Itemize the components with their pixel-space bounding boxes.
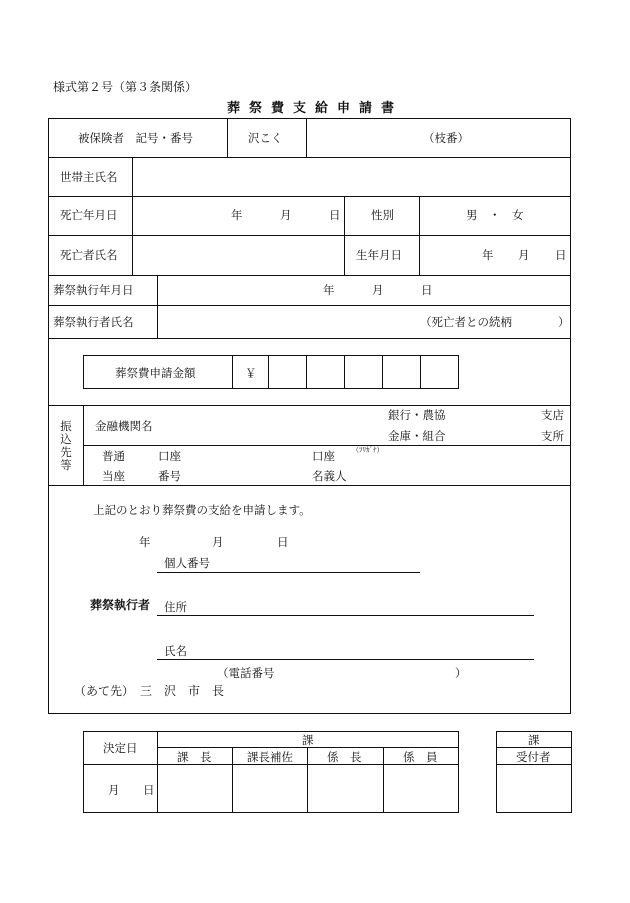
decision-day[interactable]: 日 xyxy=(143,783,155,797)
sex-options[interactable]: 男 ・ 女 xyxy=(466,208,524,222)
household-head-label: 世帯主氏名 xyxy=(60,170,118,184)
cell-divider xyxy=(227,118,228,157)
birth-date-label: 生年月日 xyxy=(356,248,402,262)
amount-digit-3[interactable] xyxy=(345,356,382,388)
birth-year[interactable]: 年 xyxy=(482,248,494,262)
account-label: 口座 xyxy=(158,449,181,463)
addressee: （あて先） 三 沢 市 長 xyxy=(74,684,225,698)
yen-symbol: ￥ xyxy=(245,366,257,380)
cell-divider xyxy=(306,118,307,157)
subchief-label: 係 長 xyxy=(327,750,362,764)
personal-number-label: 個人番号 xyxy=(164,556,210,570)
death-year[interactable]: 年 xyxy=(231,208,243,222)
cell-divider xyxy=(232,355,233,389)
cell-divider xyxy=(232,747,233,813)
funeral-date-label: 葬祭執行年月日 xyxy=(53,283,134,297)
sex-label: 性別 xyxy=(371,208,394,222)
decision-month[interactable]: 月 xyxy=(108,783,120,797)
application-day[interactable]: 日 xyxy=(277,535,289,549)
cell-divider xyxy=(157,275,158,338)
application-month[interactable]: 月 xyxy=(212,535,224,549)
form-number: 様式第２号（第３条関係） xyxy=(53,80,198,94)
row-divider xyxy=(83,445,571,446)
death-day[interactable]: 日 xyxy=(329,208,341,222)
cell-divider xyxy=(344,196,345,275)
cell-divider xyxy=(419,196,420,275)
row-divider xyxy=(48,338,571,339)
insured-symbol: 沢こく xyxy=(248,131,283,145)
section-label: 課 xyxy=(302,733,314,747)
row-divider xyxy=(496,764,572,765)
row-divider xyxy=(48,157,571,158)
personal-number-line[interactable] xyxy=(157,572,420,573)
row-divider xyxy=(157,747,459,748)
cell-divider xyxy=(132,157,133,275)
cell-divider xyxy=(307,747,308,813)
row-divider xyxy=(48,196,571,197)
funeral-performer-label: 葬祭執行者氏名 xyxy=(53,315,134,329)
death-date-label: 死亡年月日 xyxy=(60,208,118,222)
phone-open: （電話番号 xyxy=(217,666,275,680)
account-type-current[interactable]: 当座 xyxy=(102,469,125,483)
account-holder-label-1: 口座 xyxy=(312,449,335,463)
form-title: 葬祭費支給申請書 xyxy=(226,101,403,116)
row-divider xyxy=(48,405,571,406)
furigana-label: （ﾌﾘｶﾞﾅ） xyxy=(352,446,384,454)
bank-type-2[interactable]: 金庫・組合 xyxy=(388,429,446,443)
cell-divider xyxy=(383,747,384,813)
performer-label: 葬祭執行者 xyxy=(90,598,151,612)
name-label: 氏名 xyxy=(164,644,187,658)
branch-type-2[interactable]: 支所 xyxy=(541,429,564,443)
insured-label: 被保険者 記号・番号 xyxy=(78,131,193,145)
decision-date-label: 決定日 xyxy=(103,741,138,755)
amount-digit-2[interactable] xyxy=(307,356,344,388)
performer-relation[interactable]: （死亡者との続柄 ） xyxy=(420,315,570,329)
application-year[interactable]: 年 xyxy=(139,535,151,549)
amount-digit-1[interactable] xyxy=(269,356,306,388)
phone-close: ） xyxy=(455,666,467,680)
receiver-section-label: 課 xyxy=(528,733,540,747)
address-line[interactable] xyxy=(157,615,534,616)
death-month[interactable]: 月 xyxy=(280,208,292,222)
name-line[interactable] xyxy=(157,659,534,660)
bank-type-1[interactable]: 銀行・農協 xyxy=(388,408,446,422)
address-label: 住所 xyxy=(164,600,187,614)
birth-month[interactable]: 月 xyxy=(518,248,530,262)
institution-label: 金融機関名 xyxy=(95,419,153,433)
deceased-name-label: 死亡者氏名 xyxy=(60,248,118,262)
row-divider xyxy=(48,235,571,236)
receiver-label: 受付者 xyxy=(516,750,551,764)
birth-day[interactable]: 日 xyxy=(555,248,567,262)
office-table xyxy=(83,731,459,813)
row-divider xyxy=(48,485,571,486)
chief-label: 課 長 xyxy=(177,750,212,764)
account-holder-label-2: 名義人 xyxy=(312,469,347,483)
row-divider xyxy=(48,305,571,306)
funeral-day[interactable]: 日 xyxy=(421,283,433,297)
branch-type-1[interactable]: 支店 xyxy=(541,408,564,422)
funeral-year[interactable]: 年 xyxy=(323,283,335,297)
row-divider xyxy=(48,275,571,276)
funeral-month[interactable]: 月 xyxy=(372,283,384,297)
number-label: 番号 xyxy=(158,469,181,483)
amount-digit-4[interactable] xyxy=(383,356,420,388)
deputy-label: 課長補佐 xyxy=(247,750,293,764)
declaration-statement: 上記のとおり葬祭費の支給を申請します。 xyxy=(93,503,311,517)
staff-label: 係 員 xyxy=(403,750,438,764)
transfer-side-label: 振込先等 xyxy=(60,419,72,472)
insured-branch[interactable]: （枝番） xyxy=(423,131,469,145)
row-divider xyxy=(496,747,572,748)
account-type-ordinary[interactable]: 普通 xyxy=(102,449,125,463)
row-divider xyxy=(83,764,459,765)
amount-label: 葬祭費申請金額 xyxy=(115,366,196,380)
cell-divider xyxy=(157,731,158,813)
amount-digit-5[interactable] xyxy=(421,356,458,388)
